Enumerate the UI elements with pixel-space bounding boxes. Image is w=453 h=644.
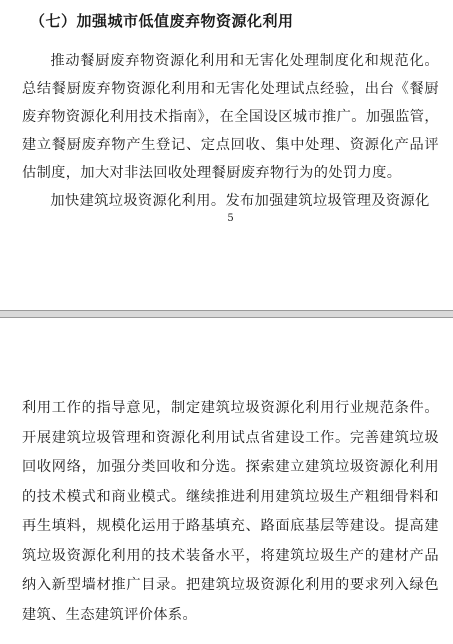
- section-heading: （七）加强城市低值废弃物资源化利用: [30, 12, 294, 30]
- page-number: 5: [227, 213, 234, 224]
- paragraph-construction-waste-start: 加快建筑垃圾资源化利用。发布加强建筑垃圾管理及资源化: [50, 193, 430, 209]
- paragraph-construction-waste-continued: 利用工作的指导意见，制定建筑垃圾资源化利用行业规范条件。开展建筑垃圾管理和资源化利用试点省建设工作。完善建筑垃圾回收网络，加强分类回收和分选。探索建立建筑垃圾资源化利用的技术模式和商业模式。继续推进利用建筑垃圾生产粗细骨料和再生填料，规模化运用于路基填充、路面底基层等建设。提高建筑垃圾资源化利用的技术装备水平，将建筑垃圾生产的建材产品纳入新型墙材推广目录。把建筑垃圾资源化利用的要求列入绿色建筑、生态建筑评价体系。: [22, 400, 439, 623]
- page-separator: [0, 310, 453, 318]
- document-page-top: [0, 0, 453, 310]
- document-page-bottom: [0, 318, 453, 644]
- paragraph-kitchen-waste: 推动餐厨废弃物资源化利用和无害化处理制度化和规范化。总结餐厨废弃物资源化利用和无害化处理试点经验，出台《餐厨废弃物资源化利用技术指南》，在全国设区城市推广。加强监管，建立餐厨废弃物产生登记、定点回收、集中处理、资源化产品评估制度，加大对非法回收处理餐厨废弃物行为的处罚力度。: [22, 53, 439, 181]
